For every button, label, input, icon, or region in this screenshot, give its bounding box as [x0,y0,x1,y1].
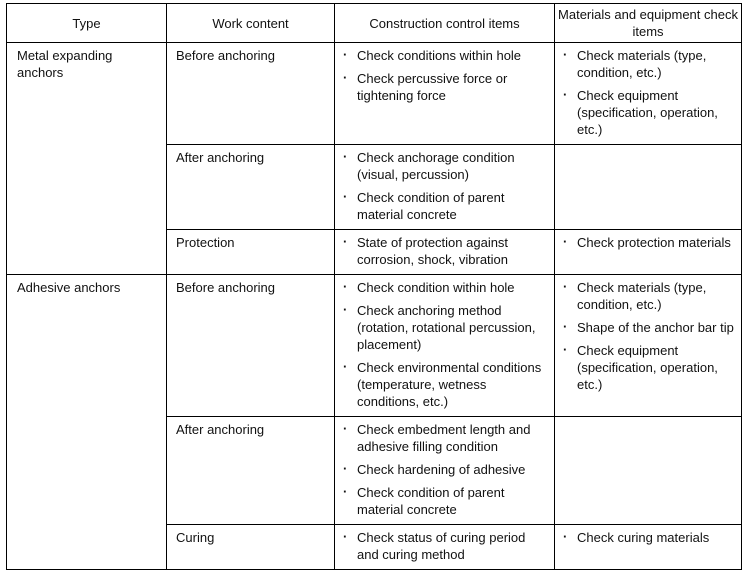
list-item: · Check status of curing period and curing method [343,529,550,563]
control-cell [335,230,555,275]
list-item: · Check percussive force or tightening force [343,70,550,104]
list-item: · Check anchoring method (rotation, rotational percussion, placement) [343,302,550,353]
list-item: · Check environmental conditions (temperature, wetness conditions, etc.) [343,359,550,410]
list-item: · Check equipment (specification, operation, etc.) [563,87,737,138]
materials-list [555,230,741,251]
list-item: · Check hardening of adhesive [343,461,550,478]
table-row [7,275,742,417]
materials-list [555,43,741,138]
work-cell: Before anchoring [167,275,335,417]
control-cell [335,43,555,145]
materials-cell [555,230,742,275]
materials-list [555,275,741,393]
control-list [335,230,554,268]
list-item: · Check anchorage condition (visual, percussion) [343,149,550,183]
control-cell [335,417,555,525]
type-cell-metal: Metal expanding anchors [7,43,167,275]
materials-cell [555,525,742,570]
control-cell [335,525,555,570]
control-list [335,417,554,518]
header-type: Type [7,4,167,43]
type-cell-adhesive: Adhesive anchors [7,275,167,570]
list-item: · Shape of the anchor bar tip [563,319,737,336]
list-item: · Check condition of parent material concrete [343,189,550,223]
control-cell [335,145,555,230]
header-work-content: Work content [167,4,335,43]
materials-cell-empty [555,417,742,525]
list-item: · Check curing materials [563,529,737,546]
list-item: · Check materials (type, condition, etc.) [563,47,737,81]
materials-cell [555,275,742,417]
control-list [335,43,554,104]
list-item: · Check embedment length and adhesive filling condition [343,421,550,455]
list-item: · State of protection against corrosion, shock, vibration [343,234,550,268]
list-item: · Check materials (type, condition, etc.) [563,279,737,313]
list-item: · Check conditions within hole [343,47,550,64]
work-cell: After anchoring [167,417,335,525]
materials-cell [555,43,742,145]
header-row [7,4,742,43]
control-list [335,275,554,410]
control-list [335,145,554,223]
control-cell [335,275,555,417]
materials-list [555,525,741,546]
control-list [335,525,554,563]
header-construction-control: Construction control items [335,4,555,43]
list-item: · Check condition of parent material concrete [343,484,550,518]
work-cell: Protection [167,230,335,275]
work-cell: After anchoring [167,145,335,230]
table-row [7,43,742,145]
work-cell: Curing [167,525,335,570]
list-item: · Check protection materials [563,234,737,251]
list-item: · Check condition within hole [343,279,550,296]
work-cell: Before anchoring [167,43,335,145]
anchor-check-table [6,3,742,570]
list-item: · Check equipment (specification, operation, etc.) [563,342,737,393]
header-materials-equipment: Materials and equipment check items [555,4,742,43]
materials-cell-empty [555,145,742,230]
